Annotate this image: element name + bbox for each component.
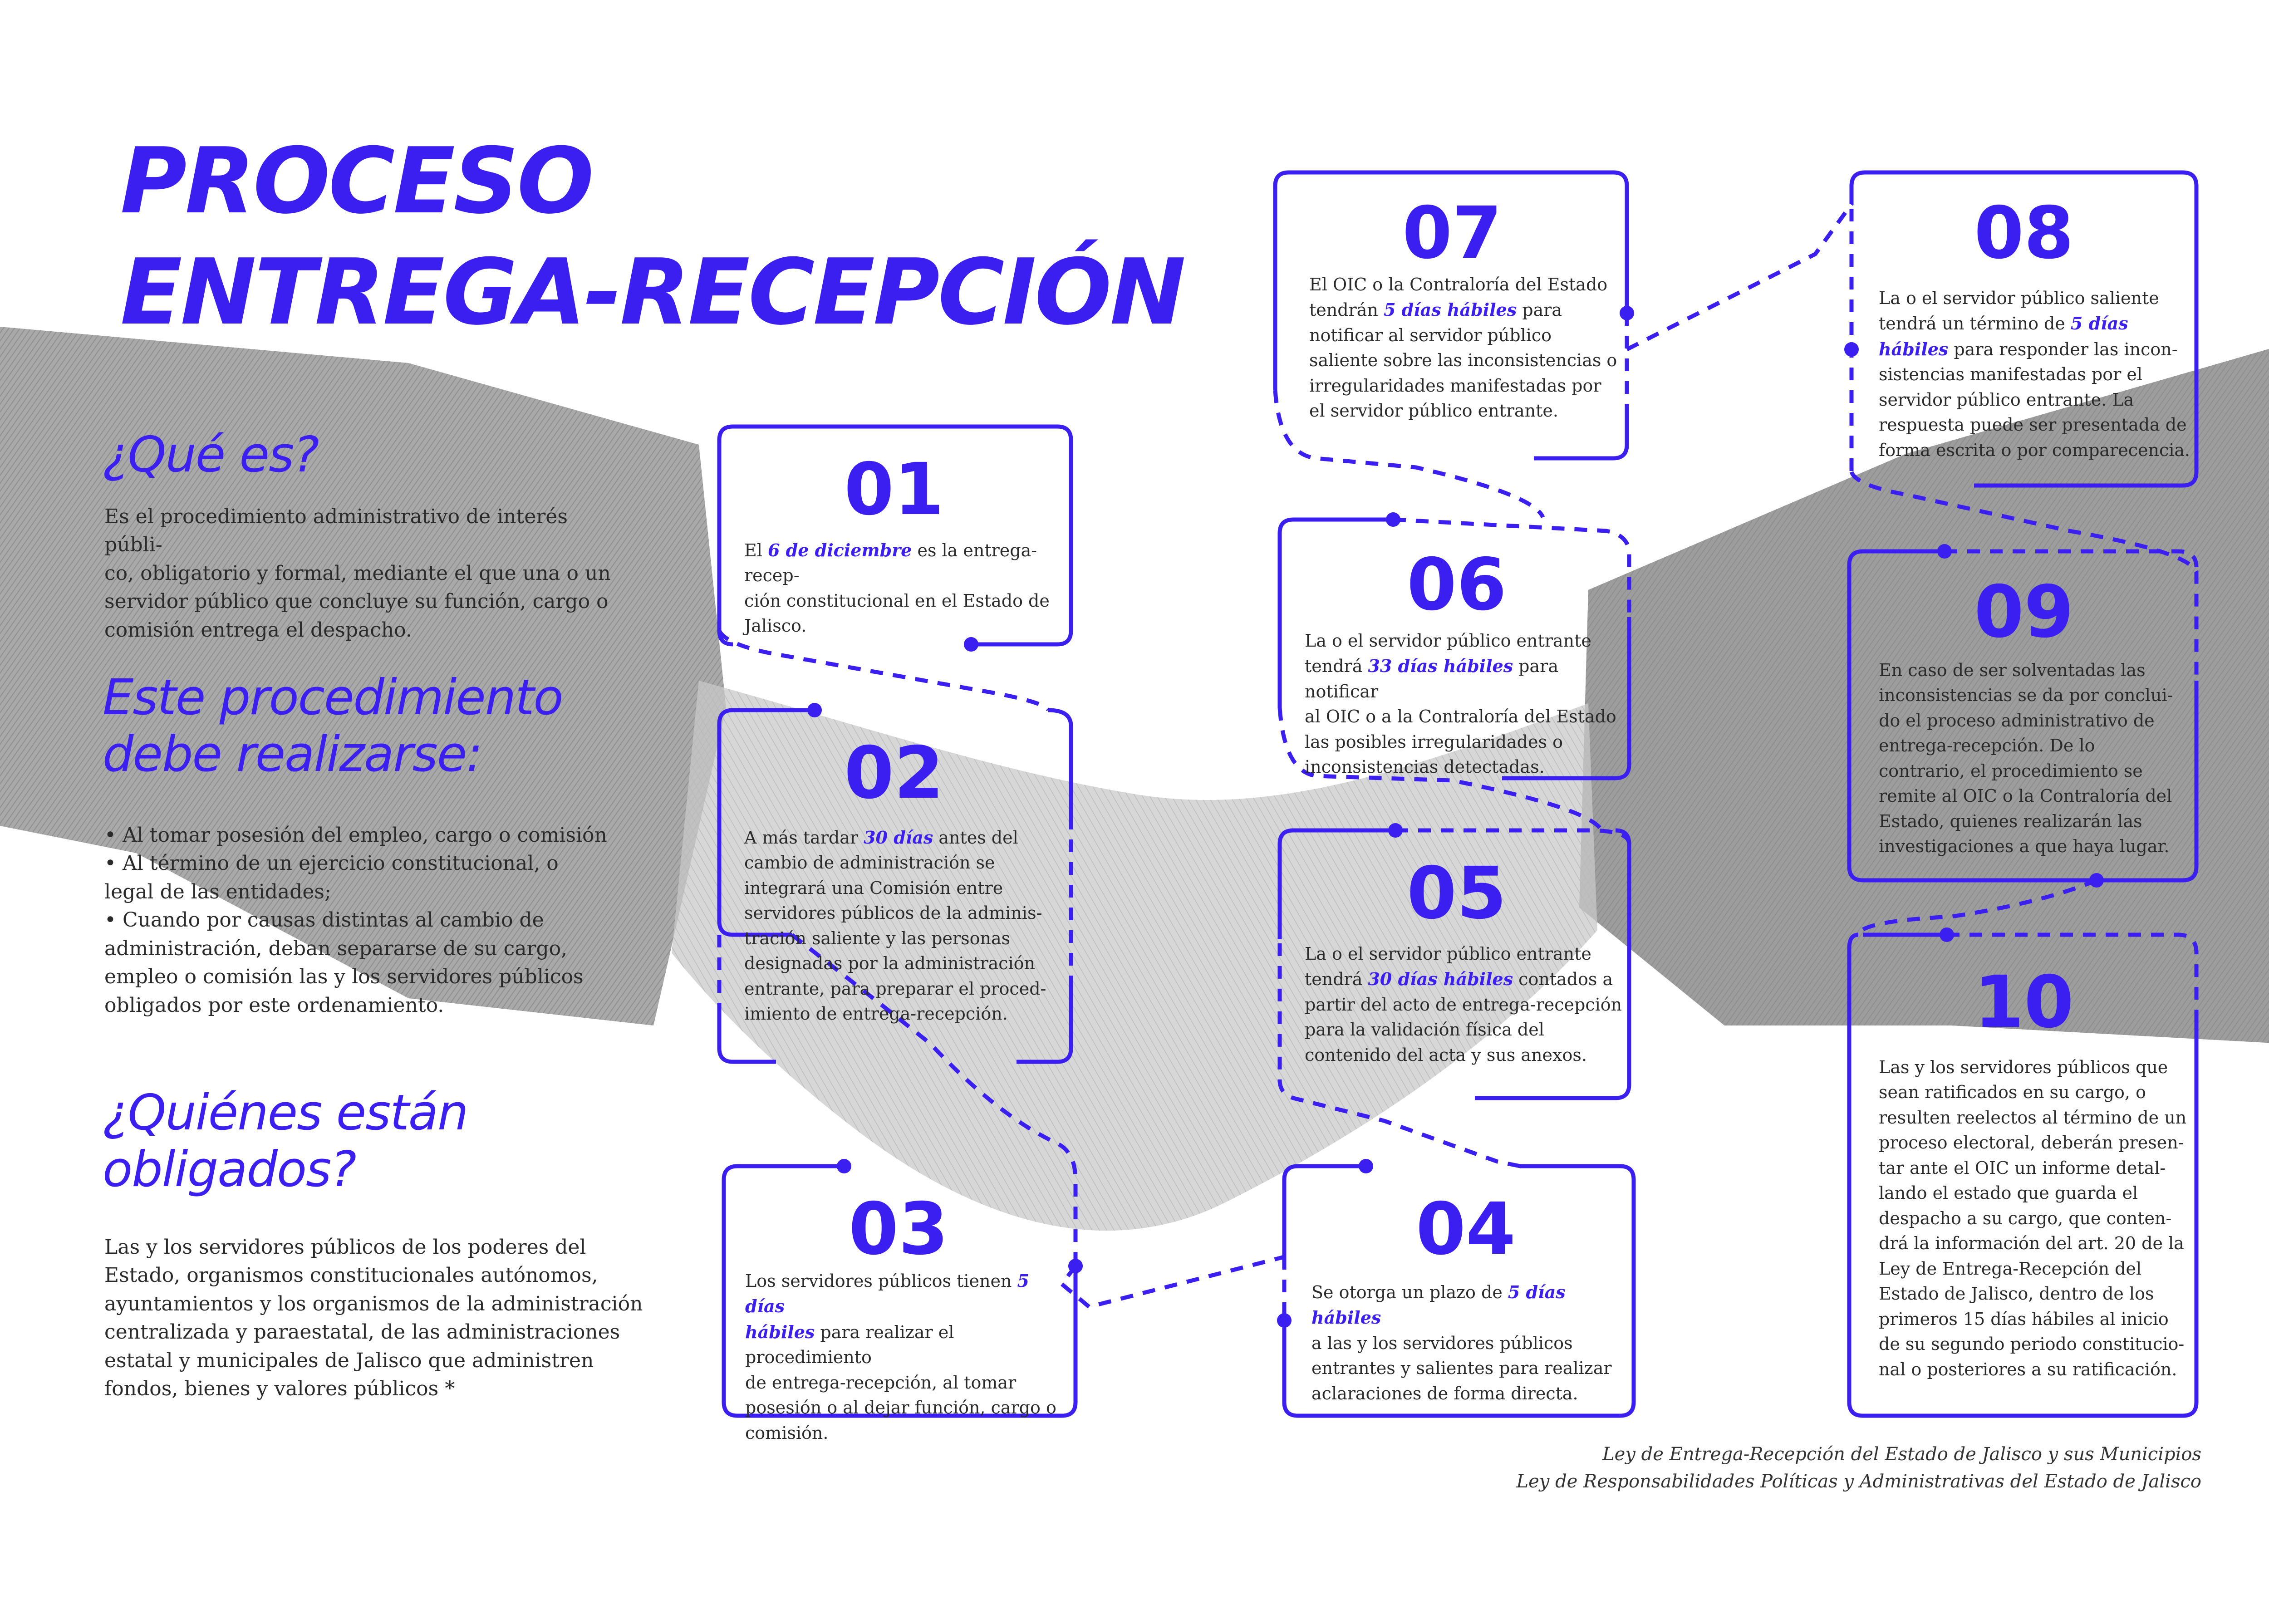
- connector-dot: [807, 703, 822, 717]
- text-segment: para: [1517, 300, 1562, 320]
- step-number-10: 10: [1974, 961, 2074, 1044]
- step-text-line: [1879, 412, 2196, 437]
- connector-dot: [1386, 512, 1400, 527]
- text-segment: El OIC o la Contraloría del Estado: [1309, 275, 1608, 294]
- text-segment: Se otorga un plazo de: [1311, 1282, 1508, 1302]
- step-text-line: [745, 1370, 1072, 1395]
- connector-dot: [1937, 544, 1952, 559]
- text-segment: tar ante el OIC un informe detal-: [1879, 1158, 2166, 1178]
- text-segment: nal o posteriores a su ratificación.: [1879, 1359, 2177, 1379]
- connector-dot: [1359, 1159, 1373, 1173]
- text-segment: integrará una Comisión entre: [744, 878, 1003, 898]
- que-es-line: co, obligatorio y formal, mediante el que una o un: [104, 561, 611, 585]
- step-text-line: [744, 951, 1062, 976]
- step-text-line: [745, 1421, 1072, 1446]
- step-text-line: [1305, 1017, 1622, 1042]
- step-number-08: 08: [1974, 191, 2074, 275]
- step-text-line: [1879, 708, 2196, 733]
- step-number-01: 01: [844, 448, 944, 531]
- text-segment: A más tardar: [744, 828, 864, 848]
- law-citation: Ley de Responsabilidades Políticas y Administrativas del Estado de Jalisco: [1516, 1471, 2201, 1492]
- text-segment: tendrá: [1305, 656, 1368, 677]
- step-text-line: [744, 850, 1062, 875]
- text-segment: remite al OIC o la Contraloría del: [1879, 786, 2172, 806]
- step-text-line: [744, 876, 1062, 901]
- step-text-line: [744, 825, 1062, 850]
- quienes-line: centralizada y paraestatal, de las administraciones: [104, 1320, 620, 1344]
- text-segment: do el proceso administrativo de: [1879, 710, 2155, 731]
- text-segment: es la entrega-recep-: [744, 540, 1037, 586]
- que-es-heading: ¿Qué es?: [103, 427, 319, 483]
- que-es-line: Es el procedimiento administrativo de interés públi-: [104, 505, 568, 557]
- text-segment: para notificar: [1305, 656, 1558, 702]
- step-number-04: 04: [1416, 1187, 1516, 1271]
- text-segment: las posibles irregularidades o: [1305, 731, 1563, 752]
- connector-dot: [837, 1159, 851, 1173]
- step-text-line: [1879, 1080, 2196, 1105]
- step-text-line: [1305, 992, 1622, 1017]
- step-text-line: [1305, 967, 1622, 992]
- step-text-line: [1309, 323, 1627, 348]
- text-segment: sistencias manifestadas por el: [1879, 364, 2143, 385]
- law-citations: [1517, 1441, 2201, 1495]
- step-text-line: [744, 538, 1062, 589]
- step-text-line: [744, 613, 1062, 638]
- step-text-line: [745, 1395, 1072, 1420]
- step-text-line: [1879, 1156, 2196, 1181]
- text-segment: el servidor público entrante.: [1309, 401, 1558, 421]
- step-text-line: [1879, 438, 2196, 463]
- text-segment: despacho a su cargo, que conten-: [1879, 1208, 2172, 1228]
- step-text-line: [1305, 730, 1622, 755]
- step-text-08: [1879, 286, 2196, 463]
- text-segment: entrantes y salientes para realizar: [1311, 1358, 1612, 1379]
- text-segment: ción constitucional en el Estado de: [744, 590, 1050, 611]
- text-segment: cambio de administración se: [744, 853, 995, 873]
- text-segment: imiento de entrega-recepción.: [744, 1004, 1008, 1024]
- step-text-line: [1879, 1130, 2196, 1155]
- step-text-line: [1311, 1356, 1629, 1381]
- text-segment: Ley de Entrega-Recepción del: [1879, 1258, 2142, 1279]
- step-text-line: [1879, 1181, 2196, 1206]
- connector-dot: [964, 637, 978, 652]
- text-segment: de entrega-recepción, al tomar: [745, 1372, 1017, 1393]
- step-text-line: [1879, 1332, 2196, 1357]
- step-text-line: [1879, 683, 2196, 708]
- connector-dot: [2089, 873, 2104, 888]
- highlight-term: hábiles: [1879, 339, 1949, 359]
- text-segment: contados a: [1513, 969, 1613, 990]
- bullet-item-cont: obligados por este ordenamiento.: [104, 993, 444, 1017]
- quienes-line: estatal y municipales de Jalisco que administren: [104, 1349, 594, 1372]
- step-text-line: [744, 589, 1062, 613]
- text-segment: de su segundo periodo constitucio-: [1879, 1334, 2185, 1354]
- bullet-item: • Al tomar posesión del empleo, cargo o comisión: [104, 824, 607, 847]
- quienes-text: [104, 1233, 649, 1403]
- step-text-line: [1305, 755, 1622, 780]
- step-text-line: [1879, 1307, 2196, 1332]
- text-segment: resulten reelectos al término de un: [1879, 1107, 2187, 1128]
- step-text-line: [744, 976, 1062, 1001]
- text-segment: para la validación física del: [1305, 1020, 1544, 1040]
- step-text-line: [1305, 628, 1622, 653]
- step-text-line: [1311, 1280, 1629, 1331]
- connector-dot: [1940, 927, 1954, 942]
- step-text-10: [1879, 1055, 2196, 1382]
- text-segment: tración saliente y las personas: [744, 928, 1011, 948]
- text-segment: comisión.: [745, 1423, 829, 1443]
- quienes-line: Las y los servidores públicos de los poderes del: [104, 1236, 586, 1259]
- law-citation: Ley de Entrega-Recepción del Estado de Jalisco y sus Municipios: [1602, 1444, 2201, 1465]
- step-text-line: [1879, 337, 2196, 362]
- text-segment: primeros 15 días hábiles al inicio: [1879, 1309, 2169, 1329]
- connector-dot: [1277, 1313, 1292, 1328]
- text-segment: drá la información del art. 20 de la: [1879, 1233, 2184, 1254]
- step-text-line: [1879, 1256, 2196, 1281]
- step-text-09: [1879, 658, 2196, 859]
- text-segment: saliente sobre las inconsistencias o: [1309, 350, 1617, 371]
- step-text-line: [1309, 373, 1627, 398]
- highlight-term: 30 días hábiles: [1368, 969, 1513, 990]
- bullet-item-cont: legal de las entidades;: [104, 880, 331, 903]
- step-number-09: 09: [1974, 570, 2074, 654]
- step-text-line: [1879, 784, 2196, 809]
- step-text-01: [744, 538, 1062, 639]
- cuando-heading: [103, 669, 563, 783]
- text-segment: respuesta puede ser presentada de: [1879, 415, 2187, 435]
- text-segment: aclaraciones de forma directa.: [1311, 1383, 1578, 1403]
- bullet-item: • Cuando por causas distintas al cambio de: [104, 908, 544, 932]
- step-text-06: [1305, 628, 1622, 780]
- text-segment: Las y los servidores públicos que: [1879, 1057, 2168, 1077]
- step-text-04: [1311, 1280, 1629, 1406]
- step-text-line: [1879, 362, 2196, 387]
- highlight-term: 5 días hábiles: [1383, 299, 1517, 320]
- text-segment: al OIC o a la Contraloría del Estado: [1305, 707, 1616, 727]
- quienes-line: fondos, bienes y valores públicos *: [104, 1377, 455, 1401]
- step-text-line: [1879, 286, 2196, 311]
- text-segment: La o el servidor público entrante: [1305, 631, 1591, 651]
- step-text-line: [1309, 297, 1627, 323]
- step-text-line: [1879, 1055, 2196, 1080]
- text-segment: designadas por la administración: [744, 953, 1035, 974]
- quienes-heading-line-2: obligados?: [103, 1141, 356, 1198]
- que-es-line: comisión entrega el despacho.: [104, 618, 412, 642]
- connector-dot: [1388, 823, 1403, 838]
- text-segment: servidor público entrante. La: [1879, 389, 2134, 410]
- text-segment: lando el estado que guarda el: [1879, 1183, 2138, 1203]
- text-segment: En caso de ser solventadas las: [1879, 660, 2146, 680]
- step-text-07: [1309, 272, 1627, 424]
- page-title-line-2: ENTREGA-RECEPCIÓN: [120, 240, 1184, 345]
- text-segment: contrario, el procedimiento se: [1879, 760, 2143, 781]
- text-segment: partir del acto de entrega-recepción: [1305, 994, 1622, 1015]
- step-text-line: [1879, 1206, 2196, 1231]
- bullet-item-cont: empleo o comisión las y los servidores públicos: [104, 965, 584, 989]
- step-text-line: [1879, 1357, 2196, 1382]
- cuando-heading-line-1: Este procedimiento: [103, 669, 563, 726]
- step-text-line: [1879, 759, 2196, 784]
- text-segment: La o el servidor público entrante: [1305, 944, 1591, 964]
- step-number-07: 07: [1402, 191, 1502, 275]
- step-text-line: [1879, 388, 2196, 412]
- text-segment: para realizar el procedimiento: [745, 1322, 954, 1368]
- highlight-term: 5 días: [745, 1271, 1029, 1317]
- text-segment: a las y los servidores públicos: [1311, 1333, 1573, 1353]
- step-number-03: 03: [849, 1187, 948, 1271]
- text-segment: antes del: [933, 828, 1018, 848]
- bullet-item: • Al término de un ejercicio constitucional, o: [104, 852, 559, 875]
- step-text-line: [1879, 1105, 2196, 1130]
- highlight-term: 33 días hábiles: [1368, 656, 1513, 677]
- step-text-line: [1879, 311, 2196, 336]
- text-segment: Estado de Jalisco, dentro de los: [1879, 1284, 2154, 1304]
- step-number-02: 02: [844, 731, 944, 815]
- text-segment: La o el servidor público saliente: [1879, 288, 2159, 308]
- text-segment: Los servidores públicos tienen: [745, 1271, 1017, 1291]
- text-segment: inconsistencias se da por conclui-: [1879, 685, 2173, 706]
- text-segment: inconsistencias detectadas.: [1305, 757, 1545, 777]
- step-text-03: [745, 1268, 1072, 1446]
- text-segment: entrante, para preparar el proced-: [744, 978, 1046, 999]
- step-text-line: [1879, 733, 2196, 758]
- step-text-line: [1879, 834, 2196, 859]
- text-segment: servidores públicos de la adminis-: [744, 903, 1042, 923]
- step-text-line: [745, 1268, 1072, 1320]
- step-text-line: [1305, 942, 1622, 967]
- text-segment: contenido del acta y sus anexos.: [1305, 1045, 1587, 1065]
- text-segment: investigaciones a que haya lugar.: [1879, 836, 2170, 857]
- step-text-line: [1309, 272, 1627, 297]
- cuando-bullet-list: [104, 821, 626, 1020]
- step-text-line: [1305, 653, 1622, 704]
- text-segment: tendrá: [1305, 969, 1368, 990]
- text-segment: notificar al servidor público: [1309, 325, 1552, 345]
- que-es-text: [104, 503, 626, 644]
- step-number-06: 06: [1407, 543, 1507, 627]
- step-text-line: [1879, 1231, 2196, 1256]
- step-number-05: 05: [1407, 852, 1507, 935]
- step-text-line: [744, 926, 1062, 951]
- highlight-term: 30 días: [864, 827, 933, 848]
- highlight-term: hábiles: [745, 1321, 815, 1342]
- text-segment: proceso electoral, deberán presen-: [1879, 1133, 2184, 1153]
- step-text-line: [1879, 809, 2196, 834]
- step-text-02: [744, 825, 1062, 1027]
- text-segment: El: [744, 540, 768, 560]
- quienes-line: Estado, organismos constitucionales autónomos,: [104, 1264, 598, 1287]
- quienes-line: ayuntamientos y los organismos de la administración: [104, 1292, 643, 1315]
- step-text-line: [1879, 1281, 2196, 1306]
- step-text-line: [1879, 658, 2196, 683]
- text-segment: entrega-recepción. De lo: [1879, 736, 2095, 756]
- step-text-line: [744, 1001, 1062, 1026]
- highlight-term: 5 días: [2070, 313, 2128, 334]
- step-text-line: [1311, 1331, 1629, 1356]
- highlight-term: 5 días hábiles: [1311, 1282, 1566, 1328]
- cuando-heading-line-2: debe realizarse:: [103, 726, 482, 783]
- quienes-heading-line-1: ¿Quiénes están: [103, 1084, 468, 1141]
- quienes-heading: [103, 1084, 467, 1198]
- step-text-line: [1311, 1381, 1629, 1406]
- text-segment: para responder las incon-: [1948, 339, 2178, 359]
- step-text-line: [1309, 348, 1627, 373]
- highlight-term: 6 de diciembre: [767, 540, 912, 560]
- step-text-line: [745, 1320, 1072, 1370]
- text-segment: tendrán: [1309, 300, 1384, 320]
- text-segment: sean ratificados en su cargo, o: [1879, 1082, 2146, 1103]
- text-segment: Estado, quienes realizarán las: [1879, 811, 2142, 831]
- step-text-line: [744, 901, 1062, 926]
- text-segment: Jalisco.: [744, 616, 807, 636]
- step-text-line: [1305, 1043, 1622, 1068]
- step-text-05: [1305, 942, 1622, 1068]
- text-segment: irregularidades manifestadas por: [1309, 375, 1601, 396]
- bullet-item-cont: administración, deban separarse de su cargo,: [104, 937, 568, 960]
- page-title-line-1: PROCESO: [120, 128, 593, 234]
- text-segment: posesión o al dejar función, cargo o: [745, 1398, 1056, 1418]
- step-text-line: [1309, 398, 1627, 423]
- connector-dot: [1844, 342, 1859, 357]
- text-segment: forma escrita o por comparecencia.: [1879, 440, 2190, 460]
- que-es-line: servidor público que concluye su función, cargo o: [104, 590, 609, 613]
- text-segment: tendrá un término de: [1879, 314, 2071, 334]
- step-text-line: [1305, 704, 1622, 729]
